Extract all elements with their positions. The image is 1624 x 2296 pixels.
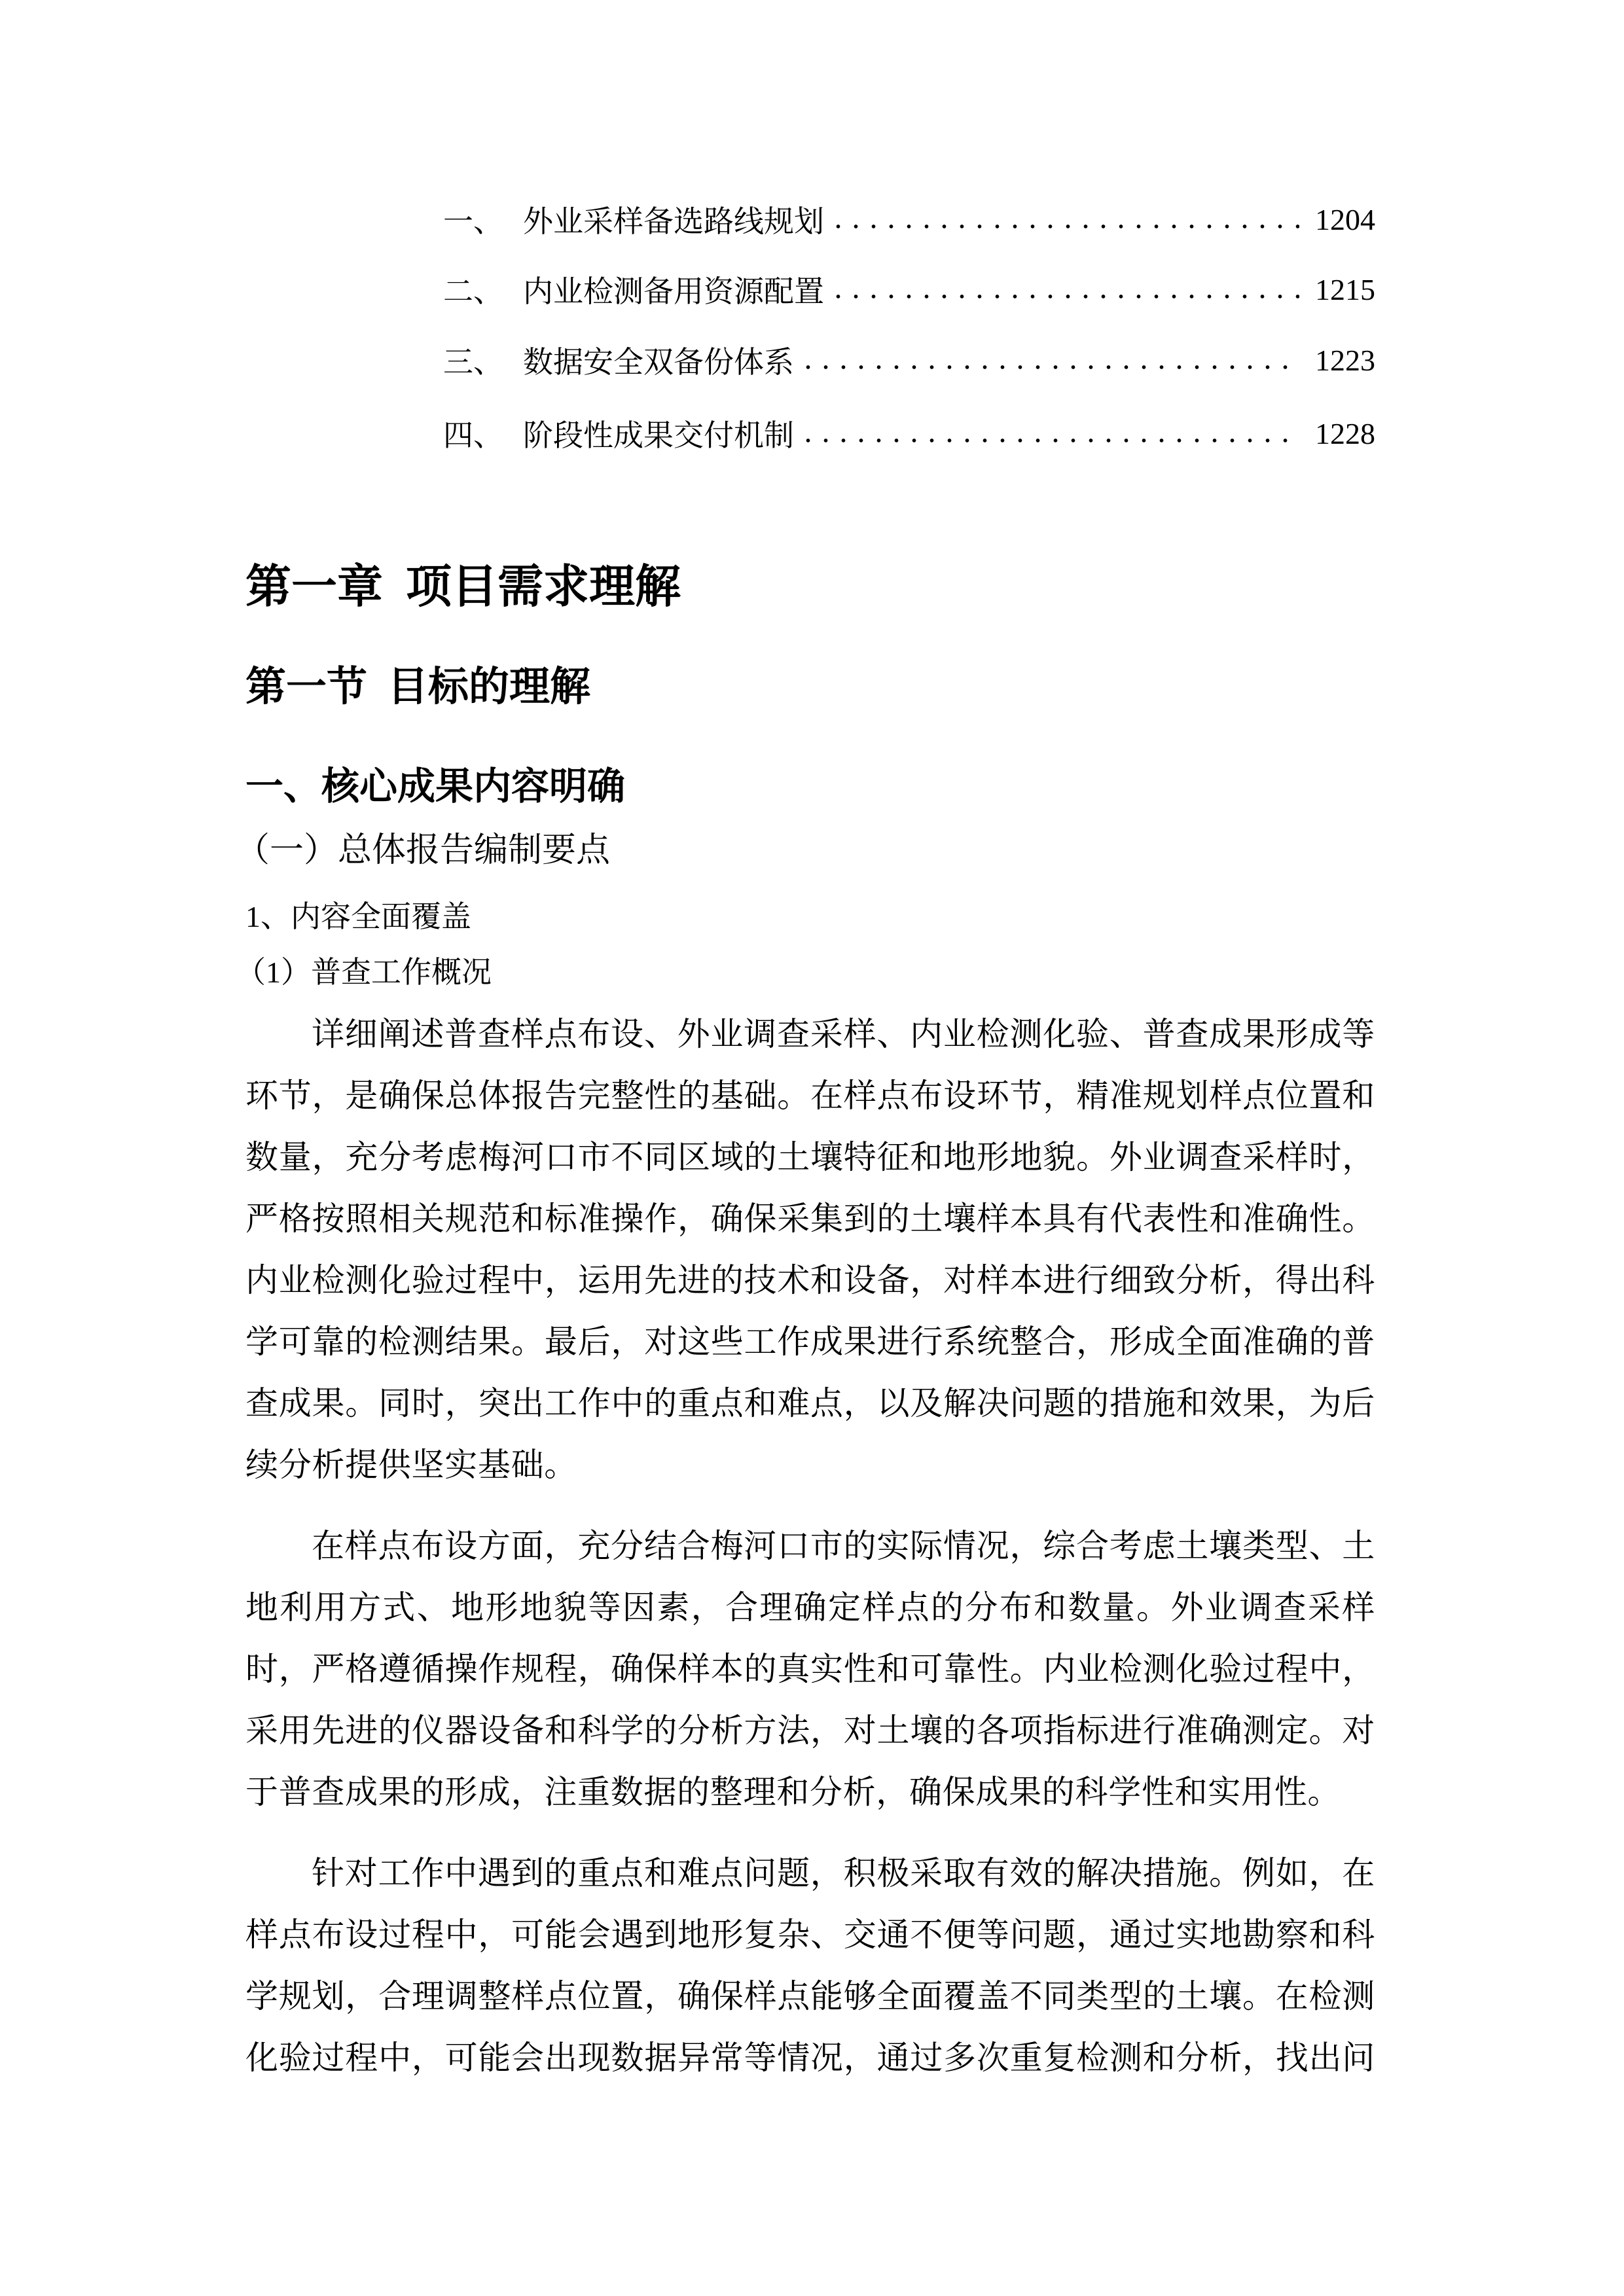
paragraph-line: 严格按照相关规范和标准操作，确保采集到的土壤样本具有代表性和准确性。 bbox=[245, 1200, 1375, 1237]
paragraph-line: 内业检测化验过程中，运用先进的技术和设备，对样本进行细致分析，得出科 bbox=[245, 1262, 1375, 1299]
paragraph-line: 详细阐述普查样点布设、外业调查采样、内业检测化验、普查成果形成等 bbox=[312, 1016, 1375, 1052]
toc-dot-leader bbox=[799, 437, 1299, 444]
paragraph-line: 查成果。同时，突出工作中的重点和难点，以及解决问题的措施和效果，为后 bbox=[245, 1385, 1375, 1422]
chapter-heading: 第一章 项目需求理解 bbox=[245, 562, 681, 613]
toc-number: 一、 bbox=[443, 205, 503, 238]
toc-number: 四、 bbox=[443, 419, 503, 452]
body-paragraph bbox=[245, 1003, 1375, 1496]
toc-entry[interactable] bbox=[443, 337, 1375, 383]
paragraph-line: 数量，充分考虑梅河口市不同区域的土壤特征和地形地貌。外业调查采样时， bbox=[245, 1139, 1375, 1175]
toc-page-number: 1204 bbox=[1315, 202, 1375, 236]
paragraph-line: 化验过程中，可能会出现数据异常等情况，通过多次重复检测和分析，找出问 bbox=[245, 2039, 1375, 2076]
paragraph-line: 学可靠的检测结果。最后，对这些工作成果进行系统整合，形成全面准确的普 bbox=[245, 1323, 1375, 1360]
toc-number: 三、 bbox=[443, 346, 503, 379]
toc-page-number: 1215 bbox=[1315, 272, 1375, 306]
paragraph-line: 学规划，合理调整样点位置，确保样点能够全面覆盖不同类型的土壤。在检测 bbox=[245, 1978, 1375, 2015]
paragraph-line: 样点布设过程中，可能会遇到地形复杂、交通不便等问题，通过实地勘察和科 bbox=[245, 1916, 1375, 1953]
paragraph-line: 续分析提供坚实基础。 bbox=[245, 1446, 577, 1483]
toc-title: 内业检测备用资源配置 bbox=[523, 275, 824, 308]
paragraph-line: 时，严格遵循操作规程，确保样本的真实性和可靠性。内业检测化验过程中， bbox=[245, 1651, 1375, 1687]
toc-entry[interactable] bbox=[443, 410, 1375, 456]
section-heading: 第一节 目标的理解 bbox=[245, 665, 591, 709]
toc-dot-leader bbox=[829, 223, 1299, 230]
paragraph-line: 针对工作中遇到的重点和难点问题，积极采取有效的解决措施。例如，在 bbox=[312, 1855, 1375, 1892]
item-heading: （一）总体报告编制要点 bbox=[236, 832, 611, 869]
paragraph-line: 地利用方式、地形地貌等因素，合理确定样点的分布和数量。外业调查采样 bbox=[245, 1589, 1375, 1626]
subitem-heading: 1、内容全面覆盖 bbox=[245, 900, 471, 933]
toc-entry[interactable] bbox=[443, 266, 1375, 312]
subsection-heading: 一、核心成果内容明确 bbox=[245, 765, 626, 808]
toc-title: 阶段性成果交付机制 bbox=[523, 419, 794, 452]
paragraph-line: 于普查成果的形成，注重数据的整理和分析，确保成果的科学性和实用性。 bbox=[245, 1774, 1341, 1810]
toc-number: 二、 bbox=[443, 275, 503, 308]
point-heading: （1）普查工作概况 bbox=[236, 956, 492, 989]
body-paragraph bbox=[245, 1842, 1375, 2089]
paragraph-line: 环节，是确保总体报告完整性的基础。在样点布设环节，精准规划样点位置和 bbox=[245, 1077, 1375, 1114]
toc-dot-leader bbox=[799, 364, 1299, 370]
body-paragraph bbox=[245, 1515, 1375, 1823]
toc-dot-leader bbox=[829, 293, 1299, 300]
toc-title: 数据安全双备份体系 bbox=[523, 346, 794, 379]
toc-page-number: 1223 bbox=[1315, 343, 1375, 377]
toc-title: 外业采样备选路线规划 bbox=[523, 205, 824, 238]
paragraph-line: 采用先进的仪器设备和科学的分析方法，对土壤的各项指标进行准确测定。对 bbox=[245, 1712, 1375, 1749]
paragraph-line: 在样点布设方面，充分结合梅河口市的实际情况，综合考虑土壤类型、土 bbox=[312, 1528, 1375, 1564]
toc-entry[interactable] bbox=[443, 196, 1375, 242]
toc-page-number: 1228 bbox=[1315, 416, 1375, 450]
